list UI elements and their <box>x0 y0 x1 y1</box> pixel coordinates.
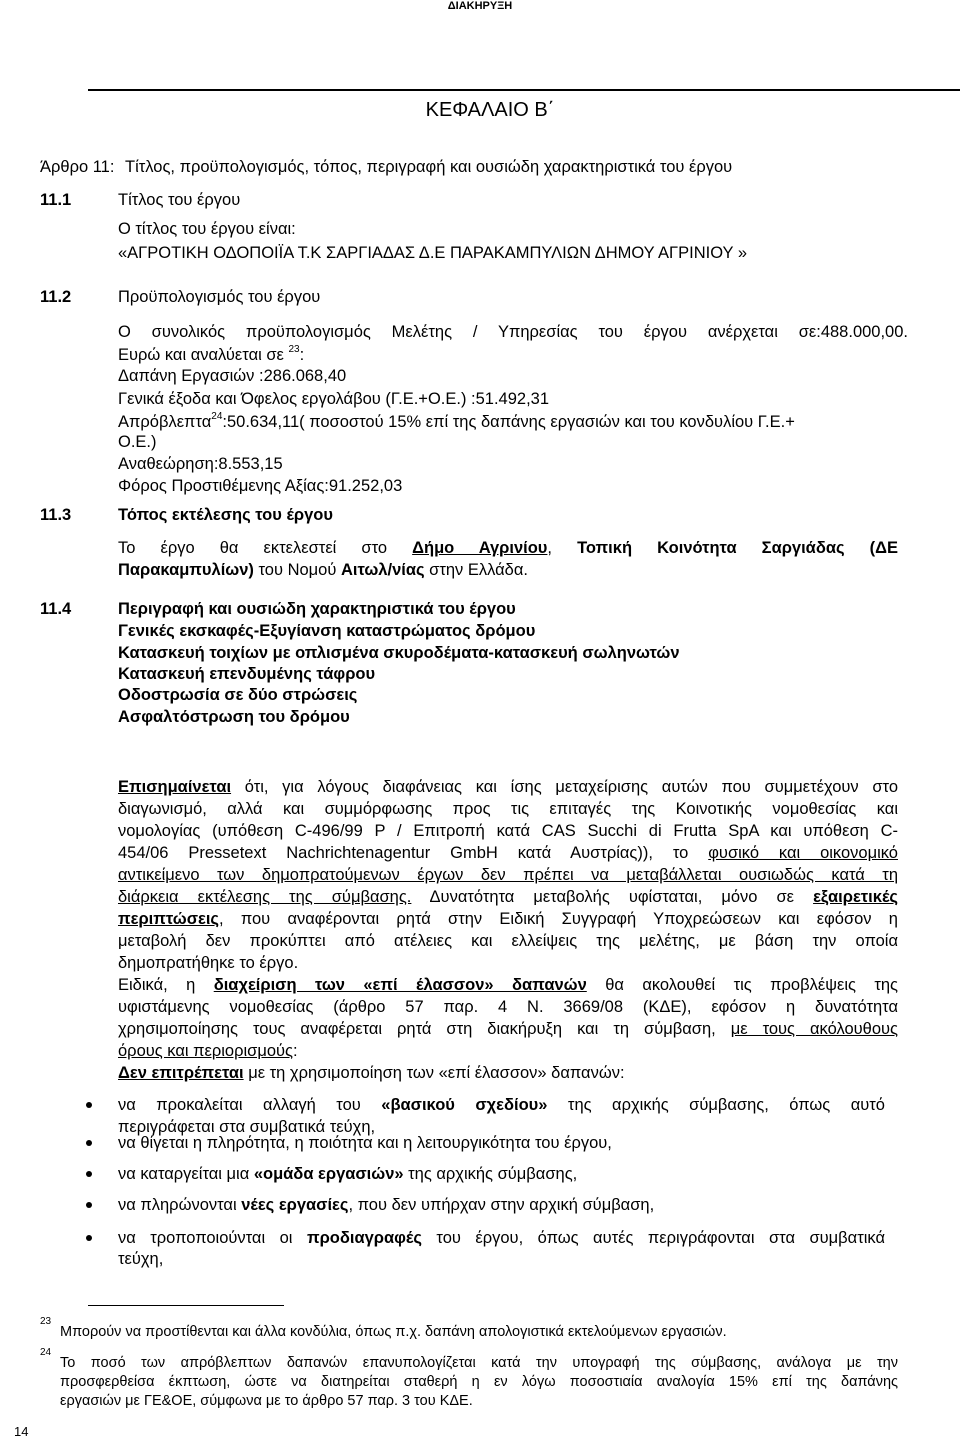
footnote-rule <box>88 1305 284 1306</box>
page-number: 14 <box>14 1424 29 1439</box>
bullet-item: να τροποποιούνται οι προδιαγραφές του έργου, όπως αυτές περιγράφονται στα συμβατικά <box>118 1229 885 1247</box>
bullet-item: να θίγεται η πληρότητα, η ποιότητα και η λειτουργικότητα του έργου, <box>118 1134 612 1152</box>
budget-vat: Φόρος Προστιθέμενης Αξίας:91.252,03 <box>118 477 403 495</box>
work-item: Γενικές εκσκαφές-Εξυγίανση καταστρώματος δρόμου <box>118 622 536 640</box>
header-rule <box>88 89 960 91</box>
footnote-ref-23: 23 <box>288 344 300 355</box>
budget-total: Ο συνολικός προϋπολογισμός Μελέτης / Υπηρεσίας του έργου ανέρχεται σε:488.000,00. <box>118 323 908 341</box>
bullet-icon <box>86 1171 92 1177</box>
project-title-intro: Ο τίτλος του έργου είναι: <box>118 220 296 238</box>
work-item: Κατασκευή τοιχίων με οπλισμένα σκυροδέματα-κατασκευή σωληνωτών <box>118 644 680 662</box>
budget-works: Δαπάνη Εργασιών :286.068,40 <box>118 367 347 385</box>
footnote-23: Μπορούν να προστίθενται και άλλα κονδύλια, όπως π.χ. δαπάνη απολογιστικά εκτελούμενων εργασιών. <box>60 1324 727 1340</box>
para-line: αντικείμενο των δημοπρατούμενων έργων δεν πρέπει να μεταβάλλεται ουσιωδώς κατά τη <box>118 866 898 884</box>
section-11-2-title: Προϋπολογισμός του έργου <box>118 288 321 306</box>
work-item: Ασφαλτόστρωση του δρόμου <box>118 708 350 726</box>
footnote-24-line: εργασιών με ΓΕ&ΟΕ, σύμφωνα με το άρθρο 57 παρ. 3 του ΚΔΕ. <box>60 1393 473 1409</box>
article-number: Άρθρο 11: <box>40 158 115 176</box>
bullet-item: να προκαλείται αλλαγή του «βασικού σχεδίου» της αρχικής σύμβασης, όπως αυτό <box>118 1096 885 1114</box>
para-line: διαγωνισμό, αλλά και συμμόρφωσης προς τις επιταγές της Κοινοτικής νομοθεσίας και <box>118 800 898 818</box>
bullet-icon <box>86 1235 92 1241</box>
para-line: περιπτώσεις, που αναφέρονται ρητά στην Ειδική Συγγραφή Υποχρεώσεων και εφόσον η <box>118 910 898 928</box>
bullet-icon <box>86 1140 92 1146</box>
para-line: δημοπρατήθηκε το έργο. <box>118 954 299 972</box>
section-11-2-number: 11.2 <box>40 288 72 306</box>
para-line: Δεν επιτρέπεται με τη χρησιμοποίηση των «επί έλασσον» δαπανών: <box>118 1064 625 1082</box>
work-item: Οδοστρωσία σε δύο στρώσεις <box>118 686 358 704</box>
location-line-1: Το έργο θα εκτελεστεί στο Δήμο Αγρινίου, Τοπική Κοινότητα Σαργιάδας (ΔΕ <box>118 539 898 557</box>
budget-contingency-cont: Ο.Ε.) <box>118 433 157 451</box>
para-line: όρους και περιορισμούς: <box>118 1042 298 1060</box>
article-heading <box>40 157 732 177</box>
budget-revision: Αναθεώρηση:8.553,15 <box>118 455 283 473</box>
section-11-1-title: Τίτλος του έργου <box>118 191 241 209</box>
work-item: Κατασκευή επενδυμένης τάφρου <box>118 665 376 683</box>
footnote-ref-24: 24 <box>211 411 223 422</box>
para-line: διάρκεια εκτέλεσης της σύμβασης. Δυνατότητα μεταβολής υφίσταται, μόνο σε εξαιρετικές <box>118 888 898 906</box>
bullet-item: να καταργείται μια «ομάδα εργασιών» της αρχικής σύμβασης, <box>118 1165 578 1183</box>
location-line-2: Παρακαμπυλίων) του Νομού Αιτωλ/νίας στην Ελλάδα. <box>118 561 528 579</box>
document-header: ΔΙΑΚΗΡΥΞΗ <box>447 0 513 12</box>
para-line: χρησιμοποίησης τους αναφέρεται ρητά στη διακήρυξη και τη σύμβαση, με τους ακόλουθους <box>118 1020 898 1038</box>
para-line: 454/06 Pressetext Nachrichtenagentur GmbH κατά Αυστρίας)), το φυσικό και οικονομικό <box>118 844 898 862</box>
para-line: Επισημαίνεται ότι, για λόγους διαφάνειας και ίσης μεταχείρισης αυτών που συμμετέχουν στο <box>118 778 898 796</box>
section-11-4-title: Περιγραφή και ουσιώδη χαρακτηριστικά του έργου <box>118 600 516 618</box>
bullet-item: να πληρώνονται νέες εργασίες, που δεν υπήρχαν στην αρχική σύμβαση, <box>118 1196 655 1214</box>
article-title: Τίτλος, προϋπολογισμός, τόπος, περιγραφή και ουσιώδη χαρακτηριστικά του έργου <box>125 158 733 176</box>
section-11-3-number: 11.3 <box>40 506 72 524</box>
para-line: Ειδικά, η διαχείριση των «επί έλασσον» δαπανών θα ακολουθεί τις προβλέψεις της <box>118 976 899 994</box>
section-11-1-number: 11.1 <box>40 191 72 209</box>
footnote-number: 24 <box>40 1347 52 1358</box>
project-title: «ΑΓΡΟΤΙΚΗ ΟΔΟΠΟΙΪΑ Τ.Κ ΣΑΡΓΙΑΔΑΣ Δ.Ε ΠΑΡΑΚΑΜΠΥΛΙΩΝ ΔΗΜΟΥ ΑΓΡΙΝΙΟΥ » <box>118 244 748 262</box>
chapter-title: ΚΕΦΑΛΑΙΟ Β΄ <box>425 99 555 121</box>
para-line: νομολογίας (υπόθεση C-496/99 P / Επιτροπή κατά CAS Succhi di Frutta SpA και υπόθεση C- <box>118 822 898 840</box>
section-11-4-number: 11.4 <box>40 600 72 618</box>
section-11-3-title: Τόπος εκτέλεσης του έργου <box>118 506 333 524</box>
footnote-24-line: προσφερθείσα έκπτωση, ώστε να διατηρείται σταθερή η εν λόγω ποσοστιαία αναλογία 15% επί της δαπάνης <box>60 1374 898 1390</box>
bullet-icon <box>86 1202 92 1208</box>
footnote-number: 23 <box>40 1316 52 1327</box>
bullet-icon <box>86 1102 92 1108</box>
para-line: μεταβολή δεν προκύπτει από ατέλειες και ελλείψεις της μελέτης, με βάση την οποία <box>118 932 898 950</box>
budget-contingency: Απρόβλεπτα$^{24}$:50.634,11( ποσοστού 15% επί της δαπάνης εργασιών και του κονδυλίου Γ.Ε.+ <box>118 411 795 431</box>
budget-overhead: Γενικά έξοδα και Όφελος εργολάβου (Γ.Ε.+Ο.Ε.) :51.492,31 <box>118 390 550 408</box>
para-line: υφιστάμενης νομοθεσίας (άρθρο 57 παρ. 4 Ν. 3669/08 (ΚΔΕ), εφόσον η δυνατότητα <box>118 998 898 1016</box>
bullet-item-cont: περιγράφεται στα συμβατικά τεύχη, <box>118 1118 376 1136</box>
budget-breakdown-intro: Ευρώ και αναλύεται σε $^{23}$: <box>118 344 305 364</box>
bullet-item-cont: τεύχη, <box>118 1250 164 1268</box>
footnote-24-line: Το ποσό των απρόβλεπτων δαπανών επανυπολογίζεται κατά την υπογραφή της σύμβασης, ανάλογα με την <box>60 1355 898 1371</box>
